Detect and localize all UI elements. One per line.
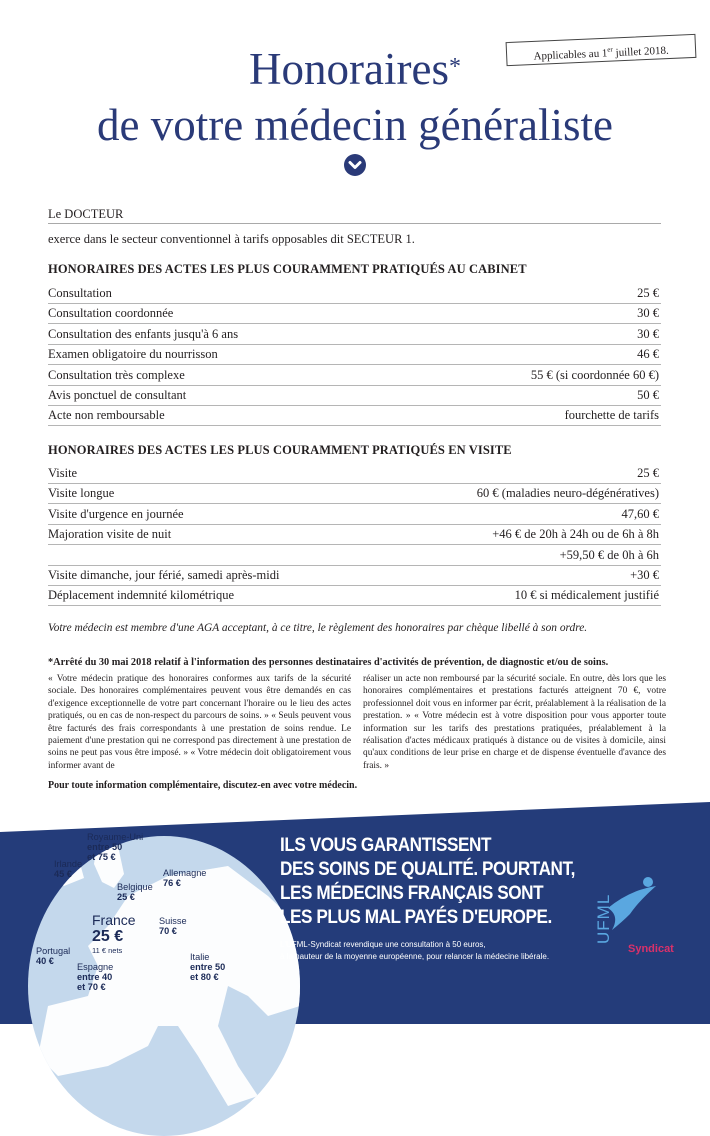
banner-headline-2: DES SOINS DE QUALITÉ. POURTANT, bbox=[280, 858, 575, 880]
table-row bbox=[48, 463, 661, 484]
table-row bbox=[48, 524, 661, 545]
table-row bbox=[48, 405, 661, 426]
map-belgium bbox=[117, 882, 153, 902]
table-row bbox=[48, 283, 661, 304]
legal-text-left: « Votre médecin pratique des honoraires conformes aux tarifs de la sécurité sociale. Des honoraires complémentaires peuvent vous être demandés en cas d'exigence exceptionnelle de votre part concernant l'horaire ou le lieu des actes pratiqués, ou en cas de non-respect du parcours de soins. » « Seuls peuvent vous être facturés des frais correspondants à une prestation de soins rendue. Le paiement d'une prestation qui ne correspond pas directement à une prestation de soins ne peut pas vous être imposé. » « Votre médecin doit obligatoirement vous informer avant de bbox=[48, 674, 351, 771]
row-label: Avis ponctuel de consultant bbox=[48, 388, 187, 402]
belgium-price: 25 € bbox=[117, 892, 135, 902]
spain-price: entre 40 bbox=[77, 972, 113, 982]
uk-name: Royaume-Uni bbox=[87, 832, 144, 842]
table-row bbox=[48, 385, 661, 406]
row-label: Acte non remboursable bbox=[48, 408, 165, 423]
map-switzerland bbox=[159, 916, 187, 936]
map-uk bbox=[87, 832, 143, 862]
table-row bbox=[48, 585, 661, 606]
banner-headline-3: LES MÉDECINS FRANÇAIS SONT bbox=[280, 882, 544, 904]
row-label: Déplacement indemnité kilométrique bbox=[48, 588, 235, 603]
map-germany bbox=[163, 868, 206, 888]
row-value: 30 € bbox=[637, 326, 659, 341]
row-value: +30 € bbox=[630, 568, 659, 582]
portugal-name: Portugal bbox=[36, 946, 71, 956]
legal-text-right: réaliser un acte non remboursé par la sécurité sociale. En outre, dès lors que les honoraires complémentaires et prestations facturés atteignent 70 €, votre professionnel doit vous en informer par écrit, préalablement à la réalisation de la prestation. » « Votre médecin est à votre disposition pour vous apporter toute information sur les tarifs des prestations pratiquées, préalablement à la réalisation d'actes médicaux pratiqués à distance ou de visites à domicile, ainsi qu'aux conditions de leur prise en charge et de dispense éventuelle d'avance des frais. » bbox=[363, 674, 666, 771]
italy-price2: et 80 € bbox=[190, 972, 219, 982]
row-label: Consultation bbox=[48, 286, 112, 300]
map-spain bbox=[77, 962, 113, 992]
arrete-reference: *Arrêté du 30 mai 2018 relatif à l'information des personnes destinataires d'activités de prévention, de diagnostic et/ou de soins. bbox=[48, 657, 609, 668]
row-value: 46 € bbox=[637, 347, 659, 362]
banner-headline-4: LES PLUS MAL PAYÉS D'EUROPE. bbox=[280, 906, 552, 928]
row-value: 47,60 € bbox=[621, 506, 659, 521]
visite-heading: HONORAIRES DES ACTES LES PLUS COURAMMENT PRATIQUÉS EN VISITE bbox=[48, 443, 512, 457]
row-label: Consultation des enfants jusqu'à 6 ans bbox=[48, 326, 239, 341]
table-row bbox=[48, 344, 661, 365]
map-france-price: 25 € bbox=[92, 928, 124, 945]
map-portugal bbox=[36, 946, 70, 966]
legal-column-right bbox=[363, 673, 666, 772]
row-value: fourchette de tarifs bbox=[564, 408, 659, 423]
row-value: 25 € bbox=[637, 286, 659, 300]
row-value: 60 € (maladies neuro-dégénératives) bbox=[476, 486, 659, 501]
row-label: Consultation coordonnée bbox=[48, 306, 174, 321]
title-line1: Honoraires bbox=[249, 44, 449, 94]
title-asterisk: * bbox=[448, 54, 461, 80]
switzerland-name: Suisse bbox=[159, 916, 187, 926]
row-value: +46 € de 20h à 24h ou de 6h à 8h bbox=[492, 527, 659, 542]
table-row bbox=[48, 303, 661, 324]
row-label: Visite d'urgence en journée bbox=[48, 506, 184, 521]
map-italy bbox=[190, 952, 225, 982]
footer-info: Pour toute information complémentaire, discutez-en avec votre médecin. bbox=[48, 780, 358, 791]
ufml-logo-text: UFML bbox=[594, 893, 613, 944]
spain-price2: et 70 € bbox=[77, 982, 106, 992]
row-value: 25 € bbox=[637, 466, 659, 480]
germany-name: Allemagne bbox=[163, 868, 207, 878]
row-value: 10 € si médicalement justifié bbox=[514, 588, 659, 603]
banner-subtext-2: à la hauteur de la moyenne européenne, pour relancer la médecine libérale. bbox=[280, 952, 550, 961]
germany-price: 76 € bbox=[163, 878, 181, 888]
row-value: 30 € bbox=[637, 306, 659, 321]
stamp-sup: er bbox=[607, 45, 613, 54]
cabinet-heading: HONORAIRES DES ACTES LES PLUS COURAMMENT PRATIQUÉS AU CABINET bbox=[48, 262, 527, 276]
row-value: 55 € (si coordonnée 60 €) bbox=[530, 367, 659, 382]
belgium-name: Belgique bbox=[117, 882, 153, 892]
uk-price: entre 50 bbox=[87, 842, 123, 852]
table-row bbox=[48, 545, 661, 566]
banner-headline-1: ILS VOUS GARANTISSENT bbox=[280, 834, 492, 856]
italy-price: entre 50 bbox=[190, 962, 226, 972]
row-value: 50 € bbox=[637, 388, 659, 402]
ireland-name: Irlande bbox=[54, 859, 83, 869]
legal-column-left bbox=[48, 673, 351, 772]
stamp-suffix: juillet 2018. bbox=[612, 44, 670, 60]
table-row bbox=[48, 565, 661, 586]
row-label: Visite dimanche, jour férié, samedi après-midi bbox=[48, 568, 280, 582]
row-label: Visite longue bbox=[48, 486, 115, 501]
portugal-price: 40 € bbox=[36, 956, 54, 966]
table-row bbox=[48, 324, 661, 345]
ufml-logo-syndicat: Syndicat bbox=[628, 943, 674, 955]
row-value: +59,50 € de 0h à 6h bbox=[559, 547, 659, 562]
row-label: Majoration visite de nuit bbox=[48, 527, 172, 542]
page-subtitle: de votre médecin généraliste bbox=[96, 100, 613, 150]
doctor-sector: exerce dans le secteur conventionnel à tarifs opposables dit SECTEUR 1. bbox=[48, 232, 415, 246]
switzerland-price: 70 € bbox=[159, 926, 177, 936]
row-label: Consultation très complexe bbox=[48, 367, 185, 382]
aga-note: Votre médecin est membre d'une AGA acceptant, à ce titre, le règlement des honoraires par chèque libellé à son ordre. bbox=[48, 622, 588, 634]
map-france-name: France bbox=[92, 912, 136, 928]
italy-name: Italie bbox=[190, 952, 210, 962]
banner-subtext-1: L'UFML-Syndicat revendique une consultation à 50 euros, bbox=[280, 940, 486, 949]
map-ireland bbox=[54, 859, 82, 879]
table-row bbox=[48, 483, 661, 504]
row-label: Examen obligatoire du nourrisson bbox=[48, 347, 218, 362]
doctor-name-line: Le DOCTEUR bbox=[48, 205, 661, 224]
ireland-price: 45 € bbox=[54, 869, 72, 879]
table-row bbox=[48, 365, 661, 386]
map-france-sub: 11 € nets bbox=[92, 946, 123, 955]
uk-price2: et 75 € bbox=[87, 852, 116, 862]
row-label: Visite bbox=[48, 466, 78, 480]
table-row bbox=[48, 504, 661, 525]
chevron-down-icon bbox=[344, 154, 366, 176]
spain-name: Espagne bbox=[77, 962, 114, 972]
stamp-text: Applicables au 1 bbox=[533, 47, 608, 63]
page-title bbox=[0, 42, 710, 96]
